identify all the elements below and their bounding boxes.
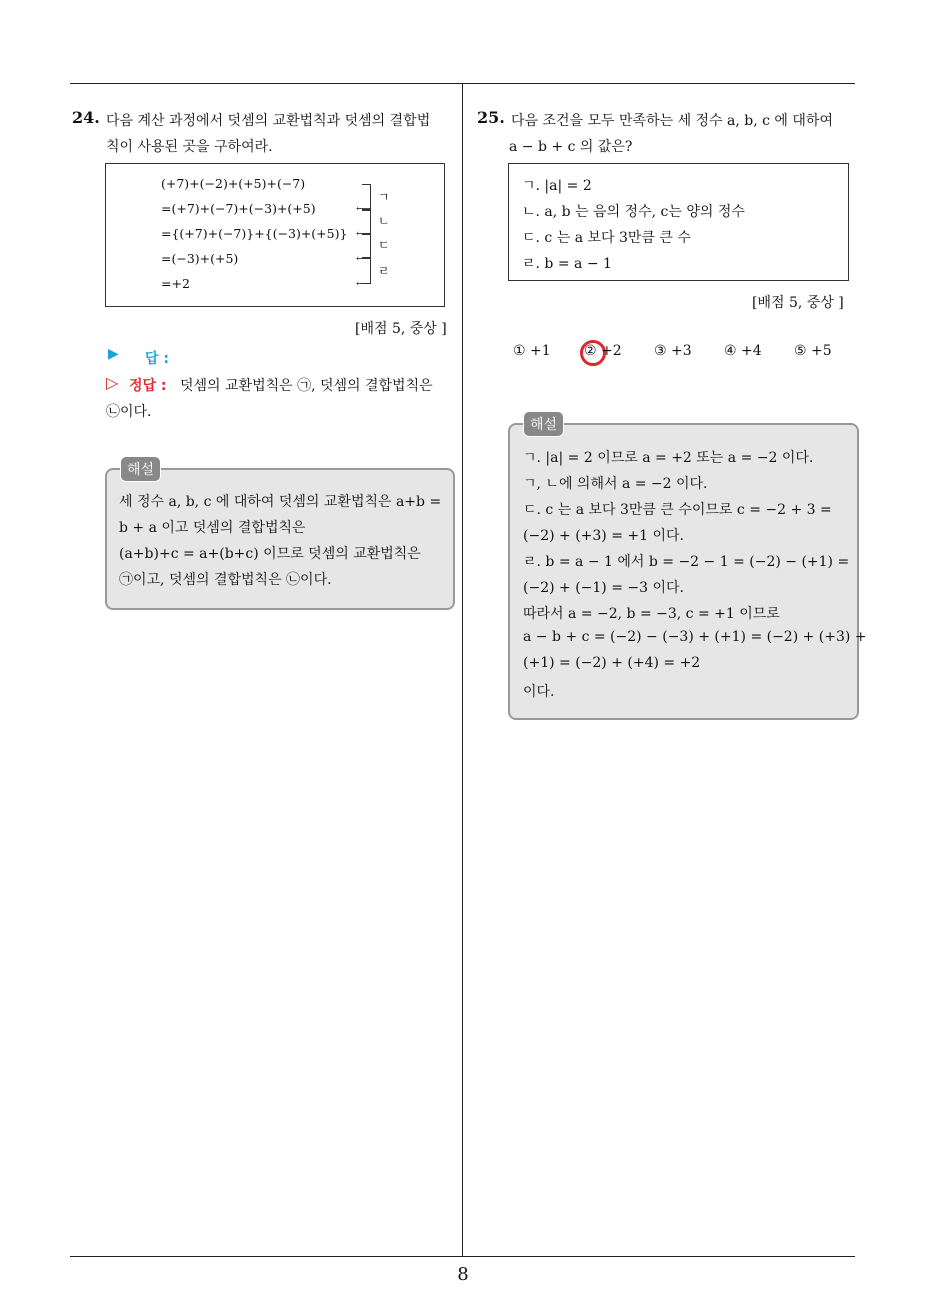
choice-3[interactable]: ③ +3	[654, 343, 692, 359]
step-label: ㄴ	[378, 214, 390, 228]
question-number: 24.	[72, 108, 100, 127]
explanation-tab: 해설	[120, 456, 161, 482]
step-bracket	[362, 184, 371, 210]
explanation-line: ㄷ. c 는 a 보다 3만큼 큰 수이므로 c = −2 + 3 =	[523, 502, 832, 518]
calc-line: =+2	[161, 276, 190, 291]
explanation-line: (−2) + (+3) = +1 이다.	[523, 528, 684, 544]
explanation-box	[105, 468, 455, 610]
question-text-line: 칙이 사용된 곳을 구하여라.	[106, 139, 273, 155]
explanation-line: (+1) = (−2) + (+4) = +2	[523, 655, 701, 671]
condition-line: ㄷ. c 는 a 보다 3만큼 큰 수	[522, 230, 691, 246]
step-bracket	[362, 258, 371, 284]
correct-answer-text: ㉡이다.	[106, 404, 152, 420]
choice-1[interactable]: ① +1	[513, 343, 551, 359]
left-arrow-icon: ⟵	[356, 252, 372, 265]
explanation-line: ㄹ. b = a − 1 에서 b = −2 − 1 = (−2) − (+1) =	[523, 554, 850, 570]
choice-4[interactable]: ④ +4	[724, 343, 762, 359]
step-label: ㄷ	[378, 238, 390, 252]
calc-line: =(−3)+(+5)	[161, 251, 239, 266]
calc-line: ={(+7)+(−7)}+{(−3)+(+5)}	[161, 226, 348, 241]
play-triangle-icon: ▶	[108, 346, 119, 362]
choice-2[interactable]: ② +2	[584, 343, 622, 359]
left-arrow-icon: ⟵	[356, 277, 372, 290]
calc-line: =(+7)+(−7)+(−3)+(+5)	[161, 201, 316, 216]
explanation-line: ㄱ, ㄴ에 의해서 a = −2 이다.	[523, 476, 708, 492]
step-label: ㄱ	[378, 190, 390, 204]
score-label: [배점 5, 중상 ]	[355, 321, 447, 337]
outline-triangle-icon: ▷	[106, 373, 119, 392]
step-bracket	[362, 234, 371, 258]
question-text-line: a − b + c 의 값은?	[509, 139, 633, 155]
step-label: ㄹ	[378, 264, 390, 278]
condition-line: ㄹ. b = a − 1	[522, 256, 612, 272]
bottom-rule	[70, 1256, 855, 1257]
question-text-line: 다음 조건을 모두 만족하는 세 정수 a, b, c 에 대하여	[511, 113, 833, 129]
left-arrow-icon: ⟵	[356, 202, 372, 215]
explanation-tab: 해설	[523, 411, 564, 437]
question-text-line: 다음 계산 과정에서 덧셈의 교환법칙과 덧셈의 결합법	[106, 113, 431, 129]
explanation-line: 이다.	[523, 684, 555, 700]
explanation-line: ㉠이고, 덧셈의 결합법칙은 ㉡이다.	[119, 572, 332, 588]
correct-answer-label: 정답 :	[129, 378, 167, 394]
explanation-box	[508, 423, 867, 720]
left-arrow-icon: ⟵	[356, 227, 372, 240]
correct-answer-text: 덧셈의 교환법칙은 ㉠, 덧셈의 결합법칙은	[180, 378, 433, 394]
column-divider	[462, 83, 463, 1257]
explanation-line: 세 정수 a, b, c 에 대하여 덧셈의 교환법칙은 a+b =	[119, 494, 442, 510]
condition-line: ㄱ. |a| = 2	[522, 178, 592, 194]
score-label: [배점 5, 중상 ]	[752, 295, 844, 311]
explanation-line: 따라서 a = −2, b = −3, c = +1 이므로	[523, 606, 780, 622]
question-number: 25.	[477, 108, 505, 127]
calculation-box	[105, 163, 445, 307]
explanation-line: a − b + c = (−2) − (−3) + (+1) = (−2) + (+3) +	[523, 629, 867, 645]
calc-line: (+7)+(−2)+(+5)+(−7)	[161, 176, 306, 191]
page-number: 8	[457, 1264, 469, 1285]
step-bracket	[362, 210, 371, 234]
conditions-box	[508, 163, 849, 281]
answer-label: 답 :	[145, 351, 169, 367]
explanation-line: ㄱ. |a| = 2 이므로 a = +2 또는 a = −2 이다.	[523, 450, 814, 466]
explanation-line: (−2) + (−1) = −3 이다.	[523, 580, 684, 596]
choice-5[interactable]: ⑤ +5	[794, 343, 832, 359]
explanation-line: (a+b)+c = a+(b+c) 이므로 덧셈의 교환법칙은	[119, 546, 421, 562]
condition-line: ㄴ. a, b 는 음의 정수, c는 양의 정수	[522, 204, 745, 220]
explanation-line: b + a 이고 덧셈의 결합법칙은	[119, 520, 306, 536]
